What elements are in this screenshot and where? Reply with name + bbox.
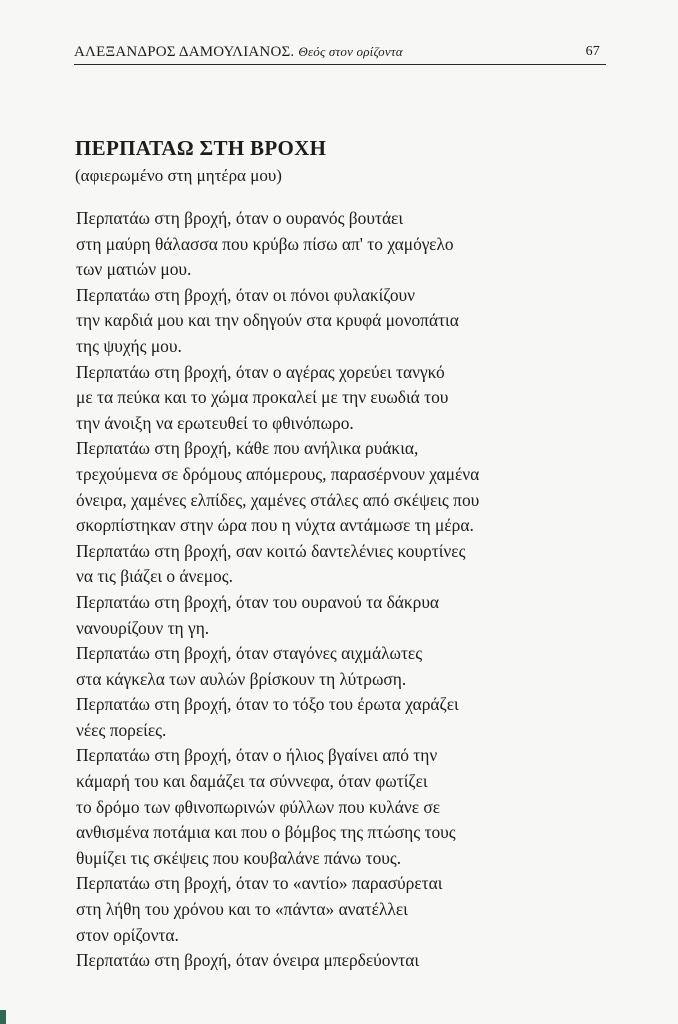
poem-line: Περπατάω στη βροχή, όταν ο αγέρας χορεύει τανγκό xyxy=(76,361,445,382)
poem-line: με τα πεύκα και το χώμα προκαλεί με την ευωδιά του xyxy=(76,387,449,408)
poem-line: Περπατάω στη βροχή, κάθε που ανήλικα ρυάκια, xyxy=(76,438,419,459)
poem-line: Περπατάω στη βροχή, όταν το τόξο του έρωτα χαράζει xyxy=(76,694,459,715)
poem-line: σκορπίστηκαν στην ώρα που η νύχτα αντάμωσε τη μέρα. xyxy=(76,515,474,536)
poem-line: στον ορίζοντα. xyxy=(76,924,179,945)
running-header xyxy=(74,44,606,64)
poem-line: τρεχούμενα σε δρόμους απόμερους, παρασέρνουν χαμένα xyxy=(76,463,480,484)
page-number: 67 xyxy=(585,44,600,59)
poem-line: την άνοιξη να ερωτευθεί το φθινόπωρο. xyxy=(76,412,354,433)
poem-line: την καρδιά μου και την οδηγούν στα κρυφά μονοπάτια xyxy=(76,310,459,331)
poem-line: Περπατάω στη βροχή, σαν κοιτώ δαντελένιες κουρτίνες xyxy=(76,540,466,561)
poem-body xyxy=(76,206,576,974)
poem-line: στα κάγκελα των αυλών βρίσκουν τη λύτρωση. xyxy=(76,668,407,689)
poem-line: νέες πορείες. xyxy=(76,719,167,740)
poem-line: νανουρίζουν τη γη. xyxy=(76,617,210,638)
poem-line: στη μαύρη θάλασσα που κρύβω πίσω απ' το χαμόγελο xyxy=(76,233,454,254)
poem-line: Περπατάω στη βροχή, όταν οι πόνοι φυλακίζουν xyxy=(76,284,416,305)
poem-dedication: (αφιερωμένο στη μητέρα μου) xyxy=(75,166,282,185)
poem-line: των ματιών μου. xyxy=(76,259,192,280)
header-author: ΑΛΕΞΑΝΔΡΟΣ ΔΑΜΟΥΛΙΑΝΟΣ. Θεός στον ορίζοντα xyxy=(74,44,403,60)
poem-line: Περπατάω στη βροχή, όταν ο ήλιος βγαίνει από την xyxy=(76,745,438,766)
poem-line: Περπατάω στη βροχή, όταν του ουρανού τα δάκρυα xyxy=(76,591,440,612)
poem-line: Περπατάω στη βροχή, όταν όνειρα μπερδεύονται xyxy=(76,950,420,971)
poem-line: Περπατάω στη βροχή, όταν το «αντίο» παρασύρεται xyxy=(76,873,443,894)
poem-line: της ψυχής μου. xyxy=(76,335,182,356)
header-book-title: Θεός στον ορίζοντα xyxy=(298,44,403,59)
poem-line: Περπατάω στη βροχή, όταν ο ουρανός βουτάει xyxy=(76,208,404,228)
poem-line: κάμαρή του και δαμάζει τα σύννεφα, όταν φωτίζει xyxy=(76,771,428,792)
poem-line: να τις βιάζει ο άνεμος. xyxy=(76,566,233,587)
poem-line: όνειρα, χαμένες ελπίδες, χαμένες στάλες από σκέψεις που xyxy=(76,489,480,510)
header-rule xyxy=(74,64,606,65)
poem-line: στη λήθη του χρόνου και το «πάντα» ανατέλλει xyxy=(76,899,408,920)
poem-line: θυμίζει τις σκέψεις που κουβαλάνε πάνω τους. xyxy=(76,847,402,868)
page-edge-mark xyxy=(0,1010,6,1024)
poem-title: ΠΕΡΠΑΤΑΩ ΣΤΗ ΒΡΟΧΗ xyxy=(75,136,327,160)
poem-line: το δρόμο των φθινοπωρινών φύλλων που κυλάνε σε xyxy=(76,796,441,817)
poem-line: Περπατάω στη βροχή, όταν σταγόνες αιχμάλωτες xyxy=(76,643,423,664)
poem-line: ανθισμένα ποτάμια και που ο βόμβος της πτώσης τους xyxy=(76,822,456,843)
